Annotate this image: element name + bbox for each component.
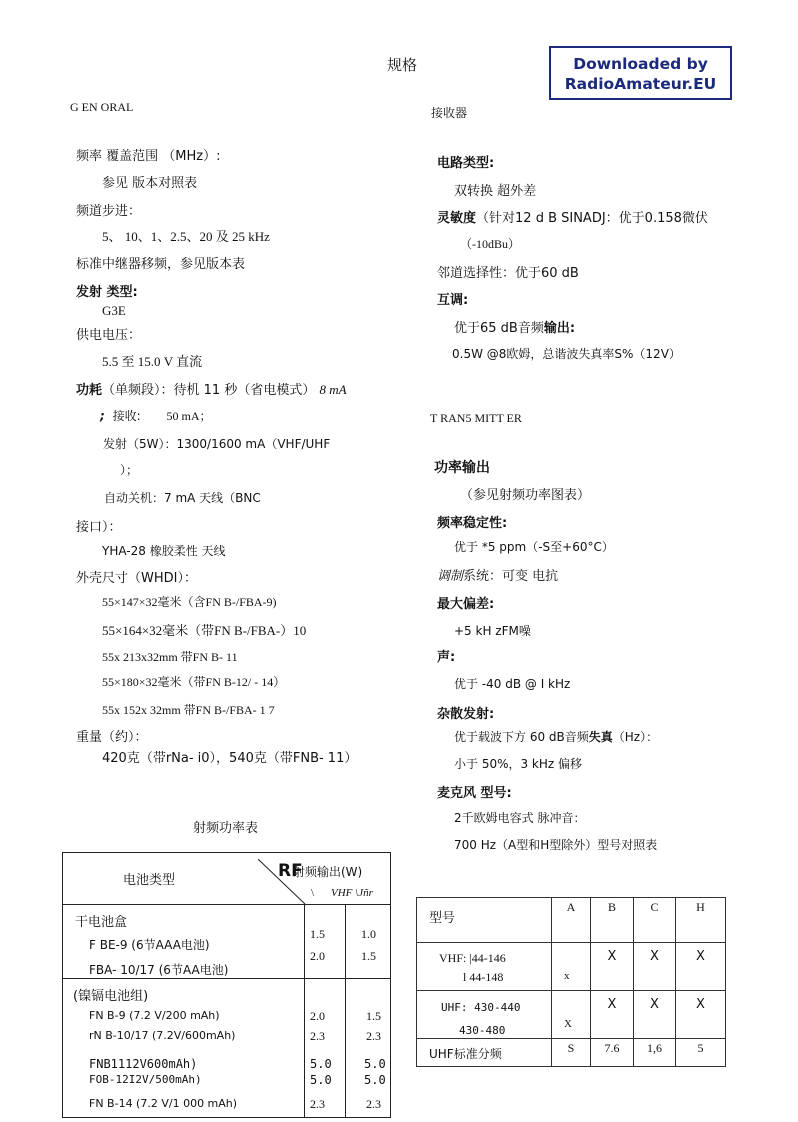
split-value: 1,6 xyxy=(647,1041,662,1055)
uhf-value: 1.5 xyxy=(361,949,376,963)
sound-value: 优于 -40 dB @ I kHz xyxy=(454,677,571,691)
split-value: 5 xyxy=(697,1041,704,1055)
power-standby-value: 8 mA xyxy=(319,382,347,397)
vhf-value: 2.3 xyxy=(310,1029,325,1043)
battery-row: FOB-12I2V/500mAh) xyxy=(89,1073,202,1086)
model-col-c: C xyxy=(650,900,659,914)
watermark-line-1: Downloaded by xyxy=(573,55,708,73)
uhf-value: 1.5 xyxy=(366,1009,381,1023)
power-output-label: 功率输出 xyxy=(434,460,490,476)
battery-row: FNB1112V600mAh) xyxy=(89,1057,198,1071)
power-label: 功耗 xyxy=(76,383,103,398)
case-size-3: 55x 213x32mm 带FN B- 11 xyxy=(102,650,238,664)
uhf-mark: X xyxy=(650,997,659,1012)
mic-value: 2千欧姆电容式 脉冲音： xyxy=(454,811,586,825)
apo-current: 自动关机：7 mA 天线（BNC xyxy=(104,491,261,505)
spurious-label: 杂散发射: xyxy=(437,707,495,722)
stability-label: 频率稳定性: xyxy=(437,516,508,531)
uhf-value: 2.3 xyxy=(366,1029,381,1043)
case-label: 外壳尺寸（WHDI）： xyxy=(76,571,197,586)
sensitivity-dbu: （-10dBu） xyxy=(460,237,521,251)
vhf-value: 1.5 xyxy=(310,927,325,941)
step-label: 频道步进： xyxy=(76,204,142,219)
split-value: S xyxy=(567,1041,575,1055)
vhf-mark: x xyxy=(564,970,570,982)
split-value: 7.6 xyxy=(604,1041,620,1055)
header-rf: RF xyxy=(278,861,303,881)
adjacent-selectivity: 邻道选择性：优于60 dB xyxy=(437,266,579,281)
sensitivity-text: （针对12 d B SINADJ：优于0.158微伏 xyxy=(476,211,708,226)
battery-row: FN B-9 (7.2 V/200 mAh) xyxy=(89,1009,220,1022)
spurious-value xyxy=(454,728,658,745)
model-table xyxy=(416,897,726,1067)
sensitivity-label: 灵敏度 xyxy=(437,211,477,226)
power-consumption xyxy=(76,379,347,398)
repeater-shift: 标准中继器移频，参见版本表 xyxy=(76,257,246,272)
header-battery-type: 电池类型 xyxy=(123,873,176,888)
rf-power-table xyxy=(62,852,391,1118)
deviation-label: 最大偏差: xyxy=(437,597,495,612)
vhf-mark: X xyxy=(607,949,617,964)
model-header: 型号 xyxy=(429,911,456,926)
battery-row: F BE-9 (6节AAA电池) xyxy=(89,938,210,952)
model-col-h: H xyxy=(696,900,705,914)
vhf-value: 2.3 xyxy=(310,1097,325,1111)
group-dry-cell: 干电池盒 xyxy=(75,915,128,930)
circuit-label: 电路类型: xyxy=(437,156,495,171)
uhf-range: UHF: 430-440 xyxy=(441,1001,521,1014)
supply-label: 供电电压： xyxy=(76,328,142,343)
deviation-value: +5 kH zFM噪 xyxy=(454,624,531,638)
rx-label: 接收: xyxy=(112,409,141,423)
battery-row: rN B-10/17 (7.2V/600mAh) xyxy=(89,1029,236,1042)
uhf-value: 5.0 xyxy=(364,1057,386,1071)
modulation-text: 系统：可变 电抗 xyxy=(463,569,559,584)
audio-output-value: 0.5W @8欧姆，总谐波失真率S%（12V） xyxy=(452,347,681,361)
intermod-value xyxy=(454,317,575,336)
tx-current: 发射（5W）：1300/1600 mA（VHF/UHF xyxy=(103,437,331,451)
emission-label: 发射 类型: xyxy=(76,285,138,300)
power-output-value: （参见射频功率图表） xyxy=(460,488,591,503)
vhf-range: VHF: |44-146 xyxy=(439,951,506,965)
uhf-split-label: UHF标准分频 xyxy=(429,1047,502,1061)
case-size-1: 55×147×32毫米（含FN B-/FBA-9) xyxy=(102,595,277,609)
vhf-value: 5.0 xyxy=(310,1073,332,1087)
header-bands: VHF \Jñr xyxy=(331,887,373,899)
transmitter-heading: T RAN5 MITT ER xyxy=(430,411,522,425)
receiver-heading: 接收器 xyxy=(431,106,468,120)
rx-current xyxy=(100,407,212,424)
rf-table-title: 射频功率表 xyxy=(193,821,259,836)
stability-value: 优于 *5 ppm（-S至+60°C） xyxy=(454,540,614,554)
battery-row: FN B-14 (7.2 V/1 000 mAh) xyxy=(89,1097,238,1110)
uhf-value: 5.0 xyxy=(364,1073,386,1087)
tx-current-close: ）； xyxy=(120,463,139,477)
freq-label: 频率 覆盖范围 （MHz）: xyxy=(76,149,221,164)
general-heading: G EN ORAL xyxy=(70,100,134,114)
distortion-label: 失真 xyxy=(588,730,613,744)
weight-value: 420克（带rNa- i0），540克（带FNB- 11） xyxy=(102,751,358,766)
uhf-mark: X xyxy=(696,997,705,1012)
uhf-value: 1.0 xyxy=(361,927,376,941)
header-rf-output: 射频输出(W) xyxy=(293,865,363,879)
case-size-5: 55x 152x 32mm 带FN B-/FBA- 1 7 xyxy=(102,703,275,717)
audio-output-label: 输出: xyxy=(543,321,576,336)
battery-row: FBA- 10/17 (6节AA电池) xyxy=(89,963,229,977)
uhf-value: 2.3 xyxy=(366,1097,381,1111)
watermark-line-2: RadioAmateur.EU xyxy=(564,75,717,93)
vhf-value: 5.0 xyxy=(310,1057,332,1071)
rx-semicolon: ; xyxy=(100,409,105,423)
mic-label: 麦克风 型号: xyxy=(437,786,512,801)
emission-value: G3E xyxy=(102,303,126,318)
intermod-label: 互调: xyxy=(437,293,469,308)
group-nicd: (镍镉电池组) xyxy=(73,989,149,1004)
vhf-mark: X xyxy=(696,949,705,964)
vhf-range-2: l 44-148 xyxy=(463,970,504,984)
uhf-mark: X xyxy=(564,1018,572,1030)
circuit-value: 双转换 超外差 xyxy=(454,184,537,199)
page-title: 规格 xyxy=(387,56,418,74)
sound-label: 声: xyxy=(437,650,456,665)
case-size-2: 55×164×32毫米（带FN B-/FBA-）10 xyxy=(102,623,307,638)
connector-value: YHA-28 橡胶柔性 天线 xyxy=(102,544,226,558)
model-col-b: B xyxy=(607,900,616,914)
modulation xyxy=(437,565,558,584)
connector-label: 接口）： xyxy=(76,520,122,535)
rx-value: 50 mA； xyxy=(166,409,212,423)
sensitivity xyxy=(437,207,708,226)
uhf-range-2: 430-480 xyxy=(459,1024,506,1037)
model-col-a: A xyxy=(566,900,576,914)
step-value: 5、 10、1、2.5、20 及 25 kHz xyxy=(102,229,270,244)
supply-value: 5.5 至 15.0 V 直流 xyxy=(102,354,203,369)
vhf-mark: X xyxy=(650,949,659,964)
case-size-4: 55×180×32毫米（带FN B-12/ - 14） xyxy=(102,675,286,689)
power-text: （单频段）：待机 11 秒（省电模式） xyxy=(102,383,316,398)
freq-value: 参见 版本对照表 xyxy=(102,176,198,191)
header-tick: \ xyxy=(311,887,315,899)
tone-value: 700 Hz（A型和H型除外）型号对照表 xyxy=(454,838,658,852)
uhf-mark: X xyxy=(607,997,617,1012)
modulation-italic: 调制 xyxy=(437,569,464,584)
vhf-value: 2.0 xyxy=(310,1009,325,1023)
vhf-value: 2.0 xyxy=(310,949,325,963)
spurious-cont: 小于 50%，3 kHz 偏移 xyxy=(454,757,583,771)
spurious-post: （Hz）： xyxy=(612,730,659,744)
watermark-stamp xyxy=(549,46,732,100)
intermod-text: 优于65 dB音频 xyxy=(454,321,544,336)
weight-label: 重量（约）： xyxy=(76,730,148,745)
spurious-pre: 优于载波下方 60 dB音频 xyxy=(454,730,589,744)
